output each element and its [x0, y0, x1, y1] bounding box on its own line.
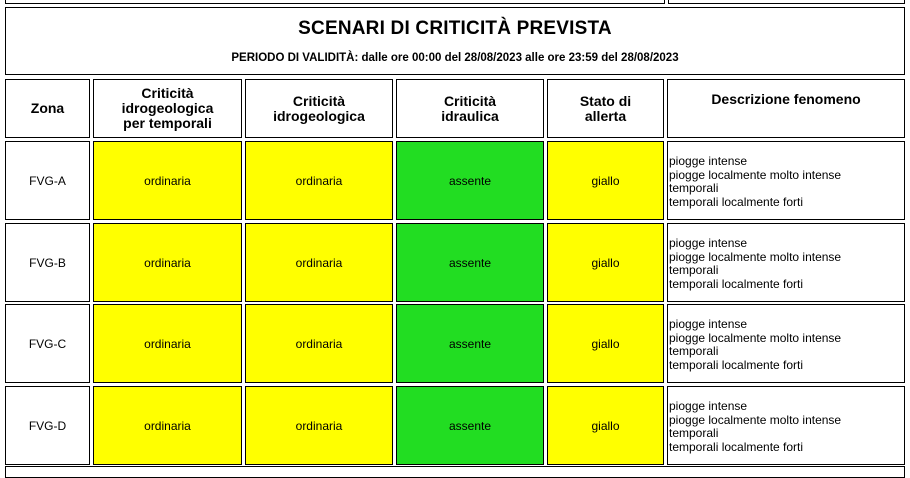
- column-header-stato: [547, 79, 664, 138]
- column-header-idraulica-line1: Criticità: [443, 92, 497, 109]
- cell-idraulica: [396, 304, 544, 383]
- cell-idrogeologica-value: ordinaria: [295, 336, 343, 351]
- cell-descrizione: [667, 141, 905, 220]
- cell-zona: [5, 304, 90, 383]
- cell-idrogeologica-value: ordinaria: [295, 255, 343, 270]
- phenomenon-line: temporali localmente forti: [669, 276, 804, 291]
- phenomenon-line: piogge intense: [669, 317, 748, 331]
- column-header-idrogeologica-line1: Criticità: [292, 92, 346, 109]
- cell-zona-value: FVG-A: [29, 173, 66, 188]
- column-header-descrizione-label: Descrizione fenomeno: [711, 91, 861, 107]
- cell-stato-value: giallo: [591, 336, 620, 351]
- phenomenon-line: temporali: [669, 426, 719, 440]
- cell-descrizione: [667, 223, 905, 302]
- cell-idrogeologica-value: ordinaria: [295, 173, 343, 188]
- cell-temporali-value: ordinaria: [144, 255, 191, 270]
- phenomenon-line: piogge localmente molto intense: [669, 249, 842, 264]
- cell-idrogeologica: [245, 304, 393, 383]
- phenomenon-line: temporali: [669, 181, 719, 195]
- cell-stato-value: giallo: [591, 173, 620, 188]
- cell-zona: [5, 386, 90, 465]
- next-table-edge: [5, 466, 905, 478]
- cell-zona-value: FVG-C: [28, 336, 67, 351]
- phenomenon-line: piogge intense: [669, 154, 748, 168]
- cell-temporali: [93, 223, 242, 302]
- cell-stato-value: giallo: [591, 418, 620, 433]
- column-header-stato-line1: Stato di: [579, 92, 632, 109]
- cell-temporali-value: ordinaria: [144, 418, 191, 433]
- column-header-temporali-line1: Criticità: [141, 85, 194, 101]
- cell-stato: [547, 223, 664, 302]
- phenomenon-line: piogge localmente molto intense: [669, 167, 842, 182]
- page-title: SCENARI DI CRITICITÀ PREVISTA: [298, 18, 612, 39]
- cell-stato-value: giallo: [591, 255, 620, 270]
- cell-idraulica: [396, 141, 544, 220]
- phenomenon-line: piogge localmente molto intense: [669, 412, 842, 427]
- column-header-descrizione: [667, 79, 905, 138]
- cell-idraulica: [396, 223, 544, 302]
- cell-zona: [5, 141, 90, 220]
- cell-idraulica-value: assente: [448, 173, 492, 188]
- phenomenon-line: temporali localmente forti: [669, 439, 804, 454]
- phenomenon-line: piogge intense: [669, 236, 748, 250]
- column-header-zona: [5, 79, 90, 138]
- column-header-idraulica: [396, 79, 544, 138]
- phenomenon-line: piogge intense: [669, 399, 748, 413]
- phenomenon-line: temporali: [669, 344, 719, 358]
- cell-zona-value: FVG-B: [29, 255, 66, 270]
- cell-descrizione: [667, 304, 905, 383]
- column-header-idrogeologica: [245, 79, 393, 138]
- column-header-zona-label: Zona: [30, 100, 65, 116]
- phenomenon-line: temporali localmente forti: [669, 357, 804, 372]
- scenario-header: [5, 7, 905, 75]
- column-header-idraulica-line2: idraulica: [441, 107, 499, 124]
- cell-temporali: [93, 304, 242, 383]
- column-header-idrogeologica-line2: idrogeologica: [273, 107, 365, 124]
- column-header-temporali-line2: idrogeologica: [121, 100, 214, 116]
- cell-idraulica-value: assente: [448, 418, 492, 433]
- cell-stato: [547, 304, 664, 383]
- cell-temporali: [93, 386, 242, 465]
- phenomenon-line: piogge localmente molto intense: [669, 330, 842, 345]
- cell-idrogeologica: [245, 386, 393, 465]
- cell-idrogeologica: [245, 141, 393, 220]
- cell-idraulica-value: assente: [448, 336, 492, 351]
- column-header-stato-line2: allerta: [584, 107, 627, 124]
- cell-temporali-value: ordinaria: [144, 336, 191, 351]
- cell-idrogeologica: [245, 223, 393, 302]
- column-header-temporali-line3: per temporali: [123, 115, 212, 131]
- previous-table-edge-right: [668, 0, 905, 4]
- column-header-temporali: [93, 79, 242, 138]
- cell-zona-value: FVG-D: [28, 418, 67, 433]
- cell-idrogeologica-value: ordinaria: [295, 418, 343, 433]
- cell-stato: [547, 386, 664, 465]
- cell-temporali: [93, 141, 242, 220]
- cell-idraulica-value: assente: [448, 255, 492, 270]
- cell-stato: [547, 141, 664, 220]
- phenomenon-line: temporali: [669, 263, 719, 277]
- phenomenon-line: temporali localmente forti: [669, 194, 804, 209]
- validity-period: PERIODO DI VALIDITÀ: dalle ore 00:00 del 28/08/2023 alle ore 23:59 del 28/08/2023: [231, 52, 679, 64]
- cell-descrizione: [667, 386, 905, 465]
- cell-temporali-value: ordinaria: [144, 173, 191, 188]
- cell-idraulica: [396, 386, 544, 465]
- previous-table-edge-left: [5, 0, 665, 4]
- cell-zona: [5, 223, 90, 302]
